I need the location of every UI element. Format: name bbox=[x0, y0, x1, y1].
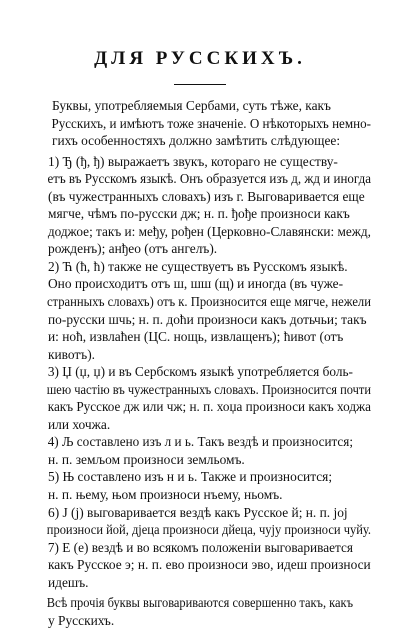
text-line: н. п. земљом произноси земльомъ. bbox=[48, 451, 245, 467]
text-line: или хочжа. bbox=[48, 416, 111, 432]
text-line: 7) Е (е) вездѣ и во всякомъ положеніи выговаривается bbox=[47, 539, 354, 555]
intro-paragraph bbox=[30, 97, 371, 150]
text-line: 2) Ћ (ћ, ћ) также не существуетъ въ Русскомъ языкѣ. bbox=[48, 258, 348, 274]
item-4-paragraph bbox=[30, 433, 371, 468]
item-2-paragraph bbox=[30, 258, 371, 363]
text-line: идешъ. bbox=[48, 574, 89, 590]
text-line: доджое; такъ и: међу, рођен (Церковно-Славянски: межд, bbox=[47, 223, 371, 239]
text-line: (въ чужестранныхъ словахъ) изъ г. Выговаривается еще bbox=[48, 188, 365, 204]
text-line: у Русскихъ. bbox=[48, 612, 115, 628]
text-line: Русскихъ, и имѣютъ тоже значеніе. О нѣкоторыхъ немно- bbox=[51, 115, 372, 131]
text-line: гихъ особенностяхъ должно замѣтить слѣдующее: bbox=[52, 133, 341, 149]
item-5-paragraph bbox=[30, 468, 371, 503]
page-title: ДЛЯ РУССКИХЪ. bbox=[94, 48, 306, 69]
text-line: 6) J (j) выговаривается вездѣ какъ Русское й; н. п. јој bbox=[48, 504, 348, 520]
text-line: какъ Русское дж или чж; н. п. хоџа произноси какъ ходжа bbox=[47, 399, 371, 415]
text-line: Оно происходитъ отъ ш, шш (щ) и иногда (въ чуже- bbox=[48, 276, 344, 292]
title-rule bbox=[174, 84, 226, 85]
text-line: 5) Њ составлено изъ н и ь. Также и произносится; bbox=[48, 469, 333, 485]
text-line: произноси йой, дјеца произноси дйеца, чују произноси чуйу. bbox=[46, 522, 372, 538]
text-line: по-русски шчь; н. п. доћи произноси какъ дотьчьи; такъ bbox=[48, 311, 367, 327]
text-line: н. п. њему, њом произноси нъему, ньомъ. bbox=[48, 487, 283, 503]
text-line: шею частію въ чужестранныхъ словахъ. Произносится почти bbox=[46, 381, 371, 397]
text-line: Всѣ прочія буквы выговариваются совершенно такъ, какъ bbox=[46, 595, 353, 611]
closing-paragraph bbox=[30, 594, 371, 629]
text-line: кивотъ). bbox=[48, 346, 96, 362]
text-line: мягче, чѣмъ по-русски дж; н. п. ђође произноси какъ bbox=[48, 206, 350, 222]
body-text bbox=[30, 97, 371, 629]
item-1-paragraph bbox=[30, 153, 371, 258]
item-6-paragraph bbox=[30, 504, 371, 539]
item-3-paragraph bbox=[30, 363, 371, 433]
text-line: и: ноћ, извлаћен (ЦС. нощь, извлащенъ); ћивот (отъ bbox=[48, 329, 344, 345]
text-line: 1) Ђ (ђ, ђ) выражаетъ звукъ, котораго не существу- bbox=[48, 153, 338, 169]
text-line: етъ въ Русскомъ языкѣ. Онъ образуется изъ д, жд и иногда bbox=[47, 171, 371, 187]
text-line: 4) Љ составлено изъ л и ь. Такъ вездѣ и произносится; bbox=[47, 434, 353, 450]
item-7-paragraph bbox=[30, 539, 371, 592]
text-line: Буквы, употребляемыя Сербами, суть тѣже, какъ bbox=[52, 98, 331, 113]
text-line: какъ Русское э; н. п. ево произноси эво, идеш произноси bbox=[48, 557, 371, 573]
text-line: рожденъ); анђео (отъ ангелъ). bbox=[48, 241, 218, 257]
text-line: странныхъ словахъ) отъ к. Произносится еще мягче, нежели bbox=[46, 294, 371, 310]
text-line: 3) Џ (џ, џ) и въ Сербскомъ языкѣ употребляется боль- bbox=[47, 364, 354, 380]
